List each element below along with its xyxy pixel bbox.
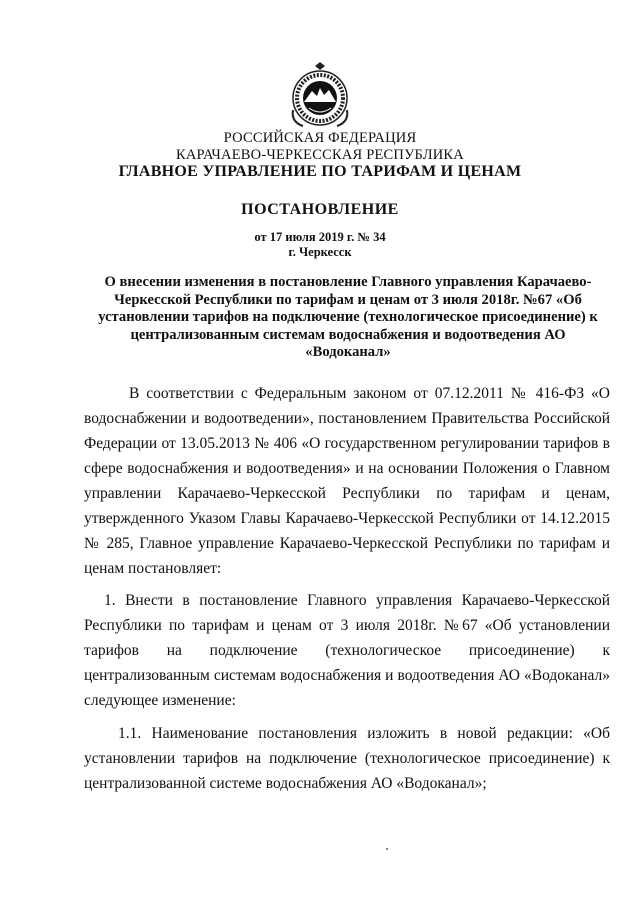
body-line: 1. Внести в постановление Главного управления Карачаево-Черкесской bbox=[104, 592, 610, 609]
document-date-number: от 17 июля 2019 г. № 34 bbox=[254, 230, 386, 244]
subject-line: «Водоканал» bbox=[305, 344, 391, 360]
subject-line: установлении тарифов на подключение (технологическое присоединение) к bbox=[98, 309, 598, 325]
subject-line: О внесении изменения в постановление Главного управления Карачаево- bbox=[104, 274, 592, 290]
coat-of-arms-icon bbox=[289, 60, 351, 130]
subject-line: Черкесской Республики по тарифам и ценам от 3 июля 2018г. №67 «Об bbox=[114, 291, 582, 308]
header-agency: ГЛАВНОЕ УПРАВЛЕНИЕ ПО ТАРИФАМ И ЦЕНАМ bbox=[118, 163, 522, 180]
document-title: ПОСТАНОВЛЕНИЕ bbox=[241, 201, 399, 218]
body-line: тарифов на подключение (технологическое присоединение) к bbox=[84, 642, 610, 659]
body-line: установлении тарифов на подключение (технологическое присоединение) к bbox=[84, 750, 610, 767]
body-line: водоснабжении и водоотведении», постановлением Правительства Российской bbox=[84, 410, 610, 427]
header-country: РОССИЙСКАЯ ФЕДЕРАЦИЯ bbox=[223, 130, 417, 146]
body-line: следующее изменение: bbox=[84, 692, 236, 709]
body-line: ценам постановляет: bbox=[84, 560, 222, 577]
body-line: утвержденного Указом Главы Карачаево-Черкесской Республики от 14.12.2015 bbox=[84, 510, 610, 527]
body-line: Федерации от 13.05.2013 № 406 «О государственном регулировании тарифов в bbox=[84, 435, 610, 452]
body-line: сфере водоснабжения и водоотведения» и на основании Положения о Главном bbox=[84, 460, 610, 477]
subject-line: централизованным системам водоснабжения и водоотведения АО bbox=[130, 326, 566, 343]
scan-speck bbox=[386, 848, 388, 850]
body-line: управлении Карачаево-Черкесской Республики по тарифам и ценам, bbox=[84, 485, 610, 502]
body-line: Республики по тарифам и ценам от 3 июля 2018г. №67 «Об установлении bbox=[84, 617, 610, 634]
body-line: В соответствии с Федеральным законом от 07.12.2011 № 416-ФЗ «О bbox=[129, 385, 610, 402]
document-city: г. Черкесск bbox=[288, 245, 352, 259]
body-line: централизованной системе водоснабжения АО «Водоканал»; bbox=[84, 775, 487, 792]
document-subject bbox=[84, 274, 612, 362]
body-line: № 285, Главное управление Карачаево-Черкесской Республики по тарифам и bbox=[84, 535, 610, 552]
header-republic: КАРАЧАЕВО-ЧЕРКЕССКАЯ РЕСПУБЛИКА bbox=[176, 147, 464, 163]
body-line: 1.1. Наименование постановления изложить в новой редакции: «Об bbox=[118, 725, 610, 742]
body-line: централизованным системам водоснабжения и водоотведения АО «Водоканал» bbox=[84, 667, 610, 684]
